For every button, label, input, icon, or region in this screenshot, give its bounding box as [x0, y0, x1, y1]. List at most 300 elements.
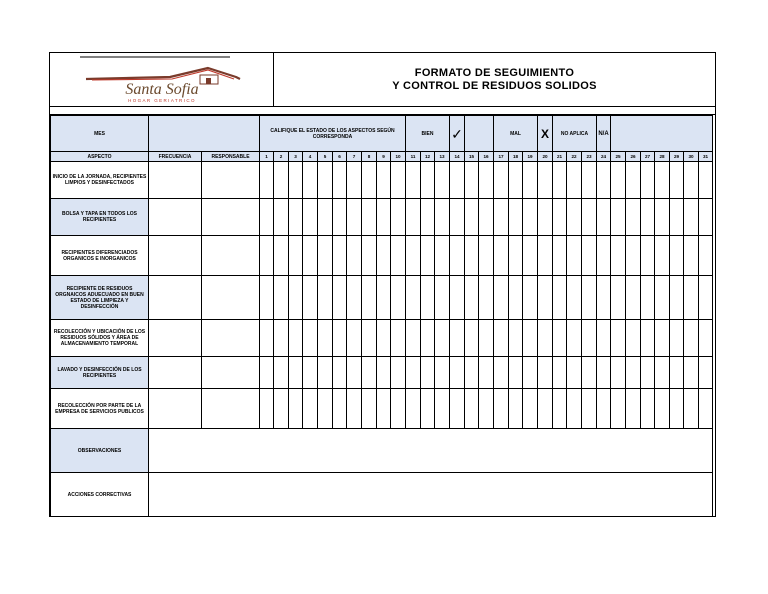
- na-symbol: N/A: [597, 116, 611, 152]
- day-cell[interactable]: [435, 236, 450, 276]
- day-cell[interactable]: [699, 389, 713, 429]
- day-cell[interactable]: [303, 357, 318, 389]
- day-cell[interactable]: [582, 199, 597, 236]
- day-cell[interactable]: [523, 320, 538, 357]
- day-cell[interactable]: [641, 389, 655, 429]
- day-cell[interactable]: [421, 199, 435, 236]
- frecuencia-cell[interactable]: [149, 236, 202, 276]
- day-cell[interactable]: [670, 389, 684, 429]
- header-day: 18: [509, 152, 523, 162]
- day-cell[interactable]: [567, 389, 582, 429]
- day-cell[interactable]: [479, 236, 494, 276]
- observaciones-label: OBSERVACIONES: [51, 429, 149, 473]
- day-cell[interactable]: [450, 162, 465, 199]
- day-cell[interactable]: [479, 162, 494, 199]
- header-day: 14: [450, 152, 465, 162]
- header-day: 20: [538, 152, 553, 162]
- day-cell[interactable]: [377, 389, 391, 429]
- day-cell[interactable]: [538, 199, 553, 236]
- day-cell[interactable]: [553, 320, 567, 357]
- day-cell[interactable]: [626, 389, 641, 429]
- day-cell[interactable]: [303, 199, 318, 236]
- day-cell[interactable]: [391, 320, 406, 357]
- day-cell[interactable]: [377, 199, 391, 236]
- day-cell[interactable]: [641, 320, 655, 357]
- day-cell[interactable]: [611, 199, 626, 236]
- header-day: 7: [347, 152, 362, 162]
- day-cell[interactable]: [494, 199, 509, 236]
- header-day: 11: [406, 152, 421, 162]
- day-cell[interactable]: [406, 236, 421, 276]
- day-cell[interactable]: [450, 199, 465, 236]
- day-cell[interactable]: [626, 162, 641, 199]
- day-cell[interactable]: [597, 199, 611, 236]
- day-cell[interactable]: [641, 357, 655, 389]
- day-cell[interactable]: [391, 236, 406, 276]
- header-day: 22: [567, 152, 582, 162]
- day-cell[interactable]: [450, 276, 465, 320]
- day-cell[interactable]: [333, 199, 347, 236]
- day-cell[interactable]: [597, 389, 611, 429]
- day-cell[interactable]: [538, 357, 553, 389]
- day-cell[interactable]: [377, 320, 391, 357]
- day-cell[interactable]: [421, 236, 435, 276]
- day-cell[interactable]: [450, 320, 465, 357]
- bien-label: BIEN: [406, 116, 450, 152]
- day-cell[interactable]: [450, 236, 465, 276]
- day-cell[interactable]: [494, 320, 509, 357]
- day-cell[interactable]: [523, 357, 538, 389]
- day-cell[interactable]: [509, 236, 523, 276]
- day-cell[interactable]: [670, 199, 684, 236]
- day-cell[interactable]: [406, 357, 421, 389]
- frecuencia-cell[interactable]: [149, 320, 202, 357]
- day-cell[interactable]: [494, 357, 509, 389]
- header-day: 2: [274, 152, 289, 162]
- header-day: 28: [655, 152, 670, 162]
- aspect-row: [51, 236, 713, 276]
- header-day: 8: [362, 152, 377, 162]
- day-cell[interactable]: [274, 320, 289, 357]
- day-cell[interactable]: [582, 357, 597, 389]
- day-cell[interactable]: [655, 276, 670, 320]
- day-cell[interactable]: [450, 389, 465, 429]
- day-cell[interactable]: [391, 389, 406, 429]
- day-cell[interactable]: [582, 389, 597, 429]
- day-cell[interactable]: [494, 236, 509, 276]
- frecuencia-cell[interactable]: [149, 162, 202, 199]
- day-cell[interactable]: [333, 320, 347, 357]
- day-cell[interactable]: [597, 320, 611, 357]
- acciones-label: ACCIONES CORRECTIVAS: [51, 473, 149, 517]
- day-cell[interactable]: [684, 199, 699, 236]
- day-cell[interactable]: [406, 199, 421, 236]
- day-cell[interactable]: [699, 276, 713, 320]
- day-cell[interactable]: [435, 162, 450, 199]
- day-cell[interactable]: [494, 276, 509, 320]
- form-sheet: [49, 52, 716, 517]
- header-day: 9: [377, 152, 391, 162]
- day-cell[interactable]: [553, 357, 567, 389]
- day-cell[interactable]: [641, 199, 655, 236]
- day-cell[interactable]: [333, 236, 347, 276]
- day-cell[interactable]: [523, 276, 538, 320]
- day-cell[interactable]: [362, 199, 377, 236]
- day-cell[interactable]: [553, 162, 567, 199]
- day-cell[interactable]: [626, 320, 641, 357]
- day-cell[interactable]: [567, 276, 582, 320]
- day-cell[interactable]: [567, 357, 582, 389]
- day-cell[interactable]: [465, 162, 479, 199]
- day-cell[interactable]: [260, 320, 274, 357]
- header-day: 3: [289, 152, 303, 162]
- aspect-label: INICIO DE LA JORNADA, RECIPIENTES LIMPIOS Y DESINFECTADOS: [51, 162, 149, 199]
- day-cell[interactable]: [670, 162, 684, 199]
- day-cell[interactable]: [699, 162, 713, 199]
- day-cell[interactable]: [289, 162, 303, 199]
- header-day: 13: [435, 152, 450, 162]
- aspect-row: [51, 162, 713, 199]
- day-cell[interactable]: [362, 357, 377, 389]
- day-cell[interactable]: [684, 276, 699, 320]
- acciones-row: [51, 473, 713, 517]
- day-cell[interactable]: [347, 162, 362, 199]
- day-cell[interactable]: [421, 357, 435, 389]
- day-cell[interactable]: [406, 162, 421, 199]
- header-day: 21: [553, 152, 567, 162]
- day-cell[interactable]: [303, 320, 318, 357]
- day-cell[interactable]: [435, 357, 450, 389]
- day-cell[interactable]: [362, 236, 377, 276]
- day-cell[interactable]: [655, 320, 670, 357]
- day-cell[interactable]: [274, 389, 289, 429]
- day-cell[interactable]: [333, 162, 347, 199]
- day-cell[interactable]: [611, 357, 626, 389]
- day-cell[interactable]: [494, 162, 509, 199]
- header-day: 29: [670, 152, 684, 162]
- aspect-row: [51, 389, 713, 429]
- day-cell[interactable]: [523, 389, 538, 429]
- day-cell[interactable]: [289, 199, 303, 236]
- day-cell[interactable]: [377, 162, 391, 199]
- header-day: 4: [303, 152, 318, 162]
- day-cell[interactable]: [626, 236, 641, 276]
- day-cell[interactable]: [362, 320, 377, 357]
- responsable-cell[interactable]: [202, 162, 260, 199]
- header-day: 19: [523, 152, 538, 162]
- day-cell[interactable]: [260, 389, 274, 429]
- day-cell[interactable]: [289, 357, 303, 389]
- frecuencia-cell[interactable]: [149, 389, 202, 429]
- logo-tagline: HOGAR GERIATRICO: [128, 98, 196, 103]
- day-cell[interactable]: [582, 276, 597, 320]
- header-day: 26: [626, 152, 641, 162]
- day-cell[interactable]: [260, 162, 274, 199]
- day-cell[interactable]: [391, 357, 406, 389]
- day-cell[interactable]: [435, 320, 450, 357]
- day-cell[interactable]: [274, 162, 289, 199]
- day-cell[interactable]: [509, 199, 523, 236]
- tracking-table: [50, 115, 713, 517]
- day-cell[interactable]: [260, 199, 274, 236]
- header-day: 10: [391, 152, 406, 162]
- header-day: 30: [684, 152, 699, 162]
- day-cell[interactable]: [274, 357, 289, 389]
- day-cell[interactable]: [597, 276, 611, 320]
- day-cell[interactable]: [699, 236, 713, 276]
- mal-label: MAL: [494, 116, 538, 152]
- day-cell[interactable]: [318, 357, 333, 389]
- day-cell[interactable]: [523, 162, 538, 199]
- day-cell[interactable]: [509, 389, 523, 429]
- day-cell[interactable]: [538, 276, 553, 320]
- x-mark-icon: X: [538, 116, 553, 152]
- aspect-row: [51, 357, 713, 389]
- header-day: 1: [260, 152, 274, 162]
- day-cell[interactable]: [641, 162, 655, 199]
- day-cell[interactable]: [611, 236, 626, 276]
- day-cell[interactable]: [260, 236, 274, 276]
- day-cell[interactable]: [406, 320, 421, 357]
- day-cell[interactable]: [333, 276, 347, 320]
- header-day: 16: [479, 152, 494, 162]
- header-day: 31: [699, 152, 713, 162]
- acciones-field[interactable]: [149, 473, 713, 517]
- day-cell[interactable]: [435, 276, 450, 320]
- responsable-cell[interactable]: [202, 236, 260, 276]
- aspect-label: RECIPIENTES DIFERENCIADOS ORGANICOS E INORGANICOS: [51, 236, 149, 276]
- day-cell[interactable]: [274, 236, 289, 276]
- day-cell[interactable]: [509, 162, 523, 199]
- bien-spacer: [465, 116, 494, 152]
- day-cell[interactable]: [391, 276, 406, 320]
- day-cell[interactable]: [626, 276, 641, 320]
- day-cell[interactable]: [421, 276, 435, 320]
- day-cell[interactable]: [479, 320, 494, 357]
- day-cell[interactable]: [450, 357, 465, 389]
- instruction-text: CALIFIQUE EL ESTADO DE LOS ASPECTOS SEGÚN CORRESPONDA: [260, 116, 406, 152]
- day-cell[interactable]: [289, 389, 303, 429]
- no-aplica-label: NO APLICA: [553, 116, 597, 152]
- day-cell[interactable]: [347, 276, 362, 320]
- header-day: 27: [641, 152, 655, 162]
- day-cell[interactable]: [699, 199, 713, 236]
- day-cell[interactable]: [362, 389, 377, 429]
- day-cell[interactable]: [553, 276, 567, 320]
- day-cell[interactable]: [318, 320, 333, 357]
- day-cell[interactable]: [260, 357, 274, 389]
- day-cell[interactable]: [553, 389, 567, 429]
- day-cell[interactable]: [494, 389, 509, 429]
- header-day: 12: [421, 152, 435, 162]
- day-cell[interactable]: [347, 320, 362, 357]
- day-cell[interactable]: [362, 162, 377, 199]
- day-cell[interactable]: [582, 162, 597, 199]
- day-cell[interactable]: [377, 357, 391, 389]
- day-cell[interactable]: [538, 236, 553, 276]
- mes-label: MES: [51, 116, 149, 152]
- day-cell[interactable]: [597, 357, 611, 389]
- day-cell[interactable]: [377, 276, 391, 320]
- day-cell[interactable]: [597, 162, 611, 199]
- day-cell[interactable]: [318, 389, 333, 429]
- day-cell[interactable]: [523, 236, 538, 276]
- responsable-cell[interactable]: [202, 389, 260, 429]
- day-cell[interactable]: [465, 236, 479, 276]
- mes-input[interactable]: [149, 116, 260, 152]
- day-cell[interactable]: [289, 320, 303, 357]
- day-cell[interactable]: [509, 357, 523, 389]
- day-cell[interactable]: [626, 357, 641, 389]
- day-cell[interactable]: [303, 389, 318, 429]
- day-cell[interactable]: [611, 162, 626, 199]
- day-cell[interactable]: [641, 236, 655, 276]
- day-cell[interactable]: [318, 199, 333, 236]
- day-cell[interactable]: [465, 357, 479, 389]
- column-header-row: [51, 152, 713, 162]
- day-cell[interactable]: [509, 320, 523, 357]
- day-cell[interactable]: [391, 199, 406, 236]
- day-cell[interactable]: [684, 320, 699, 357]
- title-line-2: Y CONTROL DE RESIDUOS SOLIDOS: [392, 79, 597, 92]
- day-cell[interactable]: [465, 199, 479, 236]
- header-frecuencia: FRECUENCIA: [149, 152, 202, 162]
- header-responsable: RESPONSABLE: [202, 152, 260, 162]
- check-icon: ✓: [450, 116, 465, 152]
- day-cell[interactable]: [699, 320, 713, 357]
- day-cell[interactable]: [641, 276, 655, 320]
- day-cell[interactable]: [509, 276, 523, 320]
- day-cell[interactable]: [611, 320, 626, 357]
- day-cell[interactable]: [391, 162, 406, 199]
- day-cell[interactable]: [684, 357, 699, 389]
- header-day: 25: [611, 152, 626, 162]
- day-cell[interactable]: [670, 357, 684, 389]
- day-cell[interactable]: [274, 199, 289, 236]
- day-cell[interactable]: [655, 357, 670, 389]
- day-cell[interactable]: [435, 389, 450, 429]
- day-cell[interactable]: [274, 276, 289, 320]
- day-cell[interactable]: [479, 389, 494, 429]
- day-cell[interactable]: [333, 389, 347, 429]
- day-cell[interactable]: [655, 162, 670, 199]
- day-cell[interactable]: [479, 199, 494, 236]
- aspect-row: [51, 276, 713, 320]
- day-cell[interactable]: [406, 389, 421, 429]
- day-cell[interactable]: [626, 199, 641, 236]
- day-cell[interactable]: [538, 320, 553, 357]
- day-cell[interactable]: [260, 276, 274, 320]
- day-cell[interactable]: [465, 320, 479, 357]
- day-cell[interactable]: [611, 389, 626, 429]
- day-cell[interactable]: [523, 199, 538, 236]
- day-cell[interactable]: [567, 199, 582, 236]
- day-cell[interactable]: [670, 276, 684, 320]
- frecuencia-cell[interactable]: [149, 276, 202, 320]
- aspect-label: RECIPIENTE DE RESIDUOS ORGNAICOS ADUECUADO EN BUEN ESTADO DE LIMPIEZA Y DESINFECCIÓN: [51, 276, 149, 320]
- day-cell[interactable]: [347, 236, 362, 276]
- responsable-cell[interactable]: [202, 199, 260, 236]
- day-cell[interactable]: [479, 357, 494, 389]
- day-cell[interactable]: [567, 320, 582, 357]
- aspect-label: RECOLECCIÓN Y UBICACIÓN DE LOS RESIDUOS SÓLIDOS Y ÁREA DE ALMACENAMIENTO TEMPORAL: [51, 320, 149, 357]
- aspect-label: BOLSA Y TAPA EN TODOS LOS RECIPIENTES: [51, 199, 149, 236]
- day-cell[interactable]: [318, 276, 333, 320]
- day-cell[interactable]: [611, 276, 626, 320]
- day-cell[interactable]: [318, 162, 333, 199]
- responsable-cell[interactable]: [202, 320, 260, 357]
- day-cell[interactable]: [538, 162, 553, 199]
- day-cell[interactable]: [421, 389, 435, 429]
- day-cell[interactable]: [318, 236, 333, 276]
- day-cell[interactable]: [347, 199, 362, 236]
- day-cell[interactable]: [333, 357, 347, 389]
- day-cell[interactable]: [699, 357, 713, 389]
- day-cell[interactable]: [538, 389, 553, 429]
- legend-row: [51, 116, 713, 152]
- day-cell[interactable]: [479, 276, 494, 320]
- day-cell[interactable]: [421, 162, 435, 199]
- aspect-label: LAVADO Y DESINFECCIÓN DE LOS RECIPIENTES: [51, 357, 149, 389]
- day-cell[interactable]: [567, 162, 582, 199]
- day-cell[interactable]: [421, 320, 435, 357]
- day-cell[interactable]: [406, 276, 421, 320]
- header-day: 23: [582, 152, 597, 162]
- frecuencia-cell[interactable]: [149, 199, 202, 236]
- header-aspecto: ASPECTO: [51, 152, 149, 162]
- day-cell[interactable]: [582, 320, 597, 357]
- observaciones-row: [51, 429, 713, 473]
- aspect-row: [51, 199, 713, 236]
- day-cell[interactable]: [553, 236, 567, 276]
- day-cell[interactable]: [567, 236, 582, 276]
- day-cell[interactable]: [582, 236, 597, 276]
- day-cell[interactable]: [289, 236, 303, 276]
- day-cell[interactable]: [553, 199, 567, 236]
- responsable-cell[interactable]: [202, 276, 260, 320]
- day-cell[interactable]: [670, 320, 684, 357]
- day-cell[interactable]: [655, 389, 670, 429]
- header-day: 17: [494, 152, 509, 162]
- form-title: [274, 53, 715, 106]
- day-cell[interactable]: [347, 389, 362, 429]
- day-cell[interactable]: [655, 199, 670, 236]
- header-day: 15: [465, 152, 479, 162]
- observaciones-field[interactable]: [149, 429, 713, 473]
- day-cell[interactable]: [362, 276, 377, 320]
- day-cell[interactable]: [670, 236, 684, 276]
- header-day: 6: [333, 152, 347, 162]
- logo-brand-text: Santa Sofia: [125, 81, 199, 98]
- day-cell[interactable]: [655, 236, 670, 276]
- day-cell[interactable]: [465, 389, 479, 429]
- day-cell[interactable]: [303, 276, 318, 320]
- day-cell[interactable]: [465, 276, 479, 320]
- day-cell[interactable]: [597, 236, 611, 276]
- day-cell[interactable]: [303, 162, 318, 199]
- day-cell[interactable]: [435, 199, 450, 236]
- day-cell[interactable]: [347, 357, 362, 389]
- day-cell[interactable]: [684, 162, 699, 199]
- header-day: 5: [318, 152, 333, 162]
- day-cell[interactable]: [303, 236, 318, 276]
- day-cell[interactable]: [684, 236, 699, 276]
- frecuencia-cell[interactable]: [149, 357, 202, 389]
- day-cell[interactable]: [684, 389, 699, 429]
- day-cell[interactable]: [289, 276, 303, 320]
- day-cell[interactable]: [377, 236, 391, 276]
- responsable-cell[interactable]: [202, 357, 260, 389]
